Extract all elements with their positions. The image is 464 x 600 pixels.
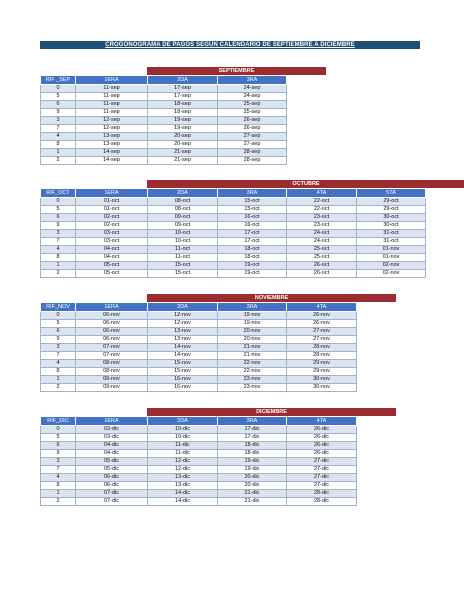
payment-date-cell: 12-sep [76,117,148,125]
column-header: 1ERA [76,417,148,426]
payment-date-cell: 24-oct [287,230,357,238]
payment-date-cell: 19-dic [218,458,287,466]
payment-date-cell: 05-oct [76,270,148,278]
rif-digit-cell: 2 [41,270,76,278]
table-row [41,93,287,101]
payment-date-cell: 04-oct [76,246,148,254]
rif-digit-cell: 0 [41,198,76,206]
payment-date-cell: 28-dic [287,490,357,498]
payment-date-cell: 19-nov [218,320,287,328]
rif-digit-cell: 7 [41,466,76,474]
payment-date-cell: 22-oct [287,198,357,206]
payment-date-cell: 01-oct [76,206,148,214]
payment-date-cell: 15-oct [148,262,218,270]
rif-digit-cell: 0 [41,85,76,93]
payment-date-cell: 26-oct [287,262,357,270]
table-row [41,498,357,506]
payment-date-cell: 11-sep [76,85,148,93]
payment-date-cell: 25-oct [287,246,357,254]
table-row [41,328,357,336]
payment-date-cell: 08-oct [148,198,218,206]
column-header: 4TA [287,417,357,426]
payment-date-cell: 02-nov [357,270,426,278]
payment-date-cell: 24-oct [287,238,357,246]
payment-date-cell: 30-nov [287,384,357,392]
payment-date-cell: 06-nov [76,328,148,336]
payment-date-cell: 07-nov [76,344,148,352]
table-row [41,246,426,254]
payment-date-cell: 30-oct [357,222,426,230]
payment-date-cell: 09-oct [148,222,218,230]
rif-digit-cell: 5 [41,93,76,101]
payment-date-cell: 27-dic [287,466,357,474]
payment-date-cell: 21-sep [148,157,218,165]
payment-date-cell: 14-sep [76,149,148,157]
schedule-table [40,75,287,165]
payment-date-cell: 23-nov [218,384,287,392]
payment-date-cell: 21-sep [148,149,218,157]
payment-date-cell: 13-nov [148,328,218,336]
table-row [41,101,287,109]
rif-digit-cell: 9 [41,450,76,458]
payment-date-cell: 12-dic [148,458,218,466]
payment-date-cell: 22-oct [287,206,357,214]
payment-date-cell: 27-nov [287,336,357,344]
payment-date-cell: 26-sep [218,125,287,133]
table-row [41,466,357,474]
payment-date-cell: 11-sep [76,93,148,101]
payment-date-cell: 20-sep [148,141,218,149]
rif-digit-cell: 9 [41,109,76,117]
payment-date-cell: 04-dic [76,442,148,450]
payment-date-cell: 17-sep [148,93,218,101]
month-banner: DICIEMBRE [147,408,396,416]
payment-date-cell: 28-dic [287,498,357,506]
table-row [41,442,357,450]
payment-date-cell: 06-nov [76,336,148,344]
rif-digit-cell: 4 [41,360,76,368]
header-row [41,303,357,312]
rif-digit-cell: 9 [41,336,76,344]
payment-date-cell: 10-dic [148,426,218,434]
payment-date-cell: 03-oct [76,238,148,246]
payment-date-cell: 16-oct [218,214,287,222]
column-header: RIF_OCT [41,189,76,198]
payment-date-cell: 05-dic [76,458,148,466]
column-header: 1ERA [76,303,148,312]
table-row [41,125,287,133]
column-header: 2DA [148,417,218,426]
payment-date-cell: 12-nov [148,320,218,328]
payment-date-cell: 19-oct [218,262,287,270]
column-header: RIF_DIC [41,417,76,426]
payment-date-cell: 12-dic [148,466,218,474]
column-header: 1ERA [76,76,148,85]
payment-date-cell: 26-dic [287,426,357,434]
header-row [41,417,357,426]
schedule-table [40,302,357,392]
column-header: 3RA [218,303,287,312]
payment-date-cell: 04-dic [76,450,148,458]
payment-date-cell: 27-dic [287,458,357,466]
payment-date-cell: 18-sep [148,109,218,117]
payment-date-cell: 11-sep [76,109,148,117]
table-row [41,238,426,246]
payment-date-cell: 18-dic [218,450,287,458]
payment-date-cell: 23-oct [287,214,357,222]
payment-date-cell: 23-nov [218,376,287,384]
rif-digit-cell: 2 [41,157,76,165]
payment-date-cell: 06-dic [76,474,148,482]
payment-date-cell: 26-dic [287,434,357,442]
payment-date-cell: 27-sep [218,141,287,149]
rif-digit-cell: 7 [41,352,76,360]
table-row [41,85,287,93]
payment-date-cell: 09-nov [76,376,148,384]
table-row [41,157,287,165]
rif-digit-cell: 5 [41,434,76,442]
table-row [41,230,426,238]
payment-date-cell: 08-oct [148,206,218,214]
payment-date-cell: 18-dic [218,442,287,450]
payment-date-cell: 11-dic [148,442,218,450]
payment-date-cell: 21-dic [218,498,287,506]
payment-date-cell: 29-oct [357,198,426,206]
rif-digit-cell: 1 [41,262,76,270]
payment-date-cell: 20-dic [218,482,287,490]
column-header: RIF_NOV [41,303,76,312]
rif-digit-cell: 5 [41,320,76,328]
table-row [41,450,357,458]
rif-digit-cell: 3 [41,344,76,352]
payment-date-cell: 03-oct [76,230,148,238]
table-row [41,133,287,141]
payment-date-cell: 19-dic [218,466,287,474]
payment-date-cell: 15-oct [218,198,287,206]
payment-date-cell: 11-dic [148,450,218,458]
column-header: 2DA [148,189,218,198]
table-row [41,312,357,320]
payment-date-cell: 05-oct [76,262,148,270]
payment-date-cell: 01-oct [76,198,148,206]
payment-date-cell: 31-oct [357,230,426,238]
payment-date-cell: 03-dic [76,426,148,434]
column-header: 3RA [218,417,287,426]
payment-date-cell: 15-nov [148,368,218,376]
payment-date-cell: 26-oct [287,270,357,278]
payment-date-cell: 22-nov [218,360,287,368]
column-header: 1ERA [76,189,148,198]
payment-date-cell: 24-sep [218,93,287,101]
payment-date-cell: 05-dic [76,466,148,474]
rif-digit-cell: 8 [41,368,76,376]
table-row [41,270,426,278]
payment-date-cell: 26-nov [287,312,357,320]
payment-date-cell: 19-nov [218,312,287,320]
payment-date-cell: 14-nov [148,352,218,360]
payment-date-cell: 06-dic [76,482,148,490]
rif-digit-cell: 8 [41,254,76,262]
payment-date-cell: 31-oct [357,238,426,246]
month-banner: NOVIEMBRE [147,294,396,302]
table-row [41,376,357,384]
payment-date-cell: 26-dic [287,442,357,450]
rif-digit-cell: 1 [41,376,76,384]
rif-digit-cell: 0 [41,312,76,320]
table-row [41,214,426,222]
payment-date-cell: 02-nov [357,262,426,270]
payment-date-cell: 21-nov [218,344,287,352]
payment-date-cell: 02-oct [76,214,148,222]
payment-date-cell: 09-oct [148,214,218,222]
payment-date-cell: 28-nov [287,352,357,360]
payment-date-cell: 07-dic [76,498,148,506]
payment-date-cell: 12-nov [148,312,218,320]
payment-date-cell: 13-dic [148,482,218,490]
payment-date-cell: 27-sep [218,133,287,141]
payment-date-cell: 13-sep [76,141,148,149]
rif-digit-cell: 1 [41,490,76,498]
payment-date-cell: 15-oct [148,270,218,278]
payment-date-cell: 18-oct [218,246,287,254]
rif-digit-cell: 2 [41,498,76,506]
column-header: 3RA [218,76,287,85]
payment-date-cell: 13-dic [148,474,218,482]
payment-date-cell: 17-oct [218,230,287,238]
payment-date-cell: 28-sep [218,157,287,165]
payment-date-cell: 10-oct [148,238,218,246]
rif-digit-cell: 4 [41,474,76,482]
table-row [41,206,426,214]
payment-date-cell: 01-nov [357,254,426,262]
schedule-table [40,416,357,506]
table-row [41,490,357,498]
payment-date-cell: 26-sep [218,117,287,125]
table-row [41,368,357,376]
payment-date-cell: 19-sep [148,125,218,133]
payment-date-cell: 09-nov [76,384,148,392]
payment-date-cell: 14-dic [148,498,218,506]
rif-digit-cell: 8 [41,141,76,149]
payment-date-cell: 16-nov [148,376,218,384]
payment-date-cell: 17-dic [218,426,287,434]
payment-date-cell: 02-oct [76,222,148,230]
rif-digit-cell: 5 [41,206,76,214]
payment-date-cell: 25-sep [218,109,287,117]
payment-date-cell: 28-sep [218,149,287,157]
payment-date-cell: 06-nov [76,320,148,328]
payment-date-cell: 13-nov [148,336,218,344]
rif-digit-cell: 3 [41,230,76,238]
rif-digit-cell: 2 [41,384,76,392]
rif-digit-cell: 6 [41,101,76,109]
table-row [41,482,357,490]
table-row [41,254,426,262]
rif-digit-cell: 6 [41,442,76,450]
table-row [41,474,357,482]
rif-digit-cell: 3 [41,117,76,125]
payment-date-cell: 14-nov [148,344,218,352]
payment-date-cell: 30-nov [287,376,357,384]
payment-date-cell: 20-dic [218,474,287,482]
table-row [41,360,357,368]
payment-date-cell: 17-dic [218,434,287,442]
table-row [41,384,357,392]
column-header: 4TA [287,303,357,312]
payment-date-cell: 11-oct [148,254,218,262]
table-row [41,149,287,157]
payment-date-cell: 07-nov [76,352,148,360]
table-row [41,352,357,360]
payment-date-cell: 29-nov [287,360,357,368]
payment-date-cell: 06-nov [76,312,148,320]
payment-date-cell: 12-sep [76,125,148,133]
header-row [41,189,426,198]
payment-date-cell: 27-nov [287,328,357,336]
rif-digit-cell: 6 [41,328,76,336]
payment-date-cell: 11-oct [148,246,218,254]
payment-date-cell: 03-dic [76,434,148,442]
table-row [41,434,357,442]
month-banner: SEPTIEMBRE [147,67,326,75]
payment-date-cell: 11-sep [76,101,148,109]
column-header: 4TA [287,189,357,198]
column-header: 5TA [357,189,426,198]
rif-digit-cell: 9 [41,222,76,230]
rif-digit-cell: 0 [41,426,76,434]
payment-date-cell: 29-oct [357,206,426,214]
payment-date-cell: 14-sep [76,157,148,165]
payment-date-cell: 18-sep [148,101,218,109]
page-title: CROGONOGRAMA DE PAGOS SEGÚN CALENDARIO DE SEPTIEMBRE A DICIEMBRE [40,41,420,49]
payment-date-cell: 15-oct [218,206,287,214]
month-banner: OCTUBRE [147,180,464,188]
column-header: 3RA [218,189,287,198]
column-header: RIF _SEP [41,76,76,85]
payment-date-cell: 20-sep [148,133,218,141]
payment-date-cell: 29-nov [287,368,357,376]
rif-digit-cell: 6 [41,214,76,222]
table-row [41,117,287,125]
table-row [41,141,287,149]
payment-date-cell: 15-nov [148,360,218,368]
payment-date-cell: 22-nov [218,368,287,376]
payment-date-cell: 28-nov [287,344,357,352]
payment-date-cell: 21-dic [218,490,287,498]
payment-date-cell: 25-oct [287,254,357,262]
table-row [41,198,426,206]
rif-digit-cell: 7 [41,238,76,246]
payment-date-cell: 17-oct [218,238,287,246]
payment-date-cell: 17-sep [148,85,218,93]
header-row [41,76,287,85]
column-header: 2DA [148,76,218,85]
table-row [41,426,357,434]
payment-date-cell: 19-oct [218,270,287,278]
rif-digit-cell: 4 [41,133,76,141]
table-row [41,109,287,117]
payment-date-cell: 08-nov [76,368,148,376]
payment-date-cell: 16-nov [148,384,218,392]
payment-date-cell: 19-sep [148,117,218,125]
payment-date-cell: 01-nov [357,246,426,254]
rif-digit-cell: 7 [41,125,76,133]
payment-date-cell: 18-oct [218,254,287,262]
payment-date-cell: 27-dic [287,474,357,482]
payment-date-cell: 25-sep [218,101,287,109]
payment-date-cell: 30-oct [357,214,426,222]
payment-date-cell: 10-dic [148,434,218,442]
column-header: 2DA [148,303,218,312]
payment-date-cell: 13-sep [76,133,148,141]
table-row [41,458,357,466]
table-row [41,262,426,270]
payment-date-cell: 14-dic [148,490,218,498]
table-row [41,320,357,328]
payment-date-cell: 08-nov [76,360,148,368]
payment-date-cell: 21-nov [218,352,287,360]
payment-date-cell: 16-oct [218,222,287,230]
payment-date-cell: 07-dic [76,490,148,498]
table-row [41,222,426,230]
rif-digit-cell: 8 [41,482,76,490]
rif-digit-cell: 1 [41,149,76,157]
payment-date-cell: 26-dic [287,450,357,458]
table-row [41,336,357,344]
payment-date-cell: 20-nov [218,336,287,344]
payment-date-cell: 27-dic [287,482,357,490]
payment-date-cell: 10-oct [148,230,218,238]
payment-date-cell: 20-nov [218,328,287,336]
payment-date-cell: 24-sep [218,85,287,93]
table-row [41,344,357,352]
payment-date-cell: 26-nov [287,320,357,328]
rif-digit-cell: 4 [41,246,76,254]
payment-date-cell: 04-oct [76,254,148,262]
payment-date-cell: 23-oct [287,222,357,230]
rif-digit-cell: 3 [41,458,76,466]
schedule-table [40,188,426,278]
